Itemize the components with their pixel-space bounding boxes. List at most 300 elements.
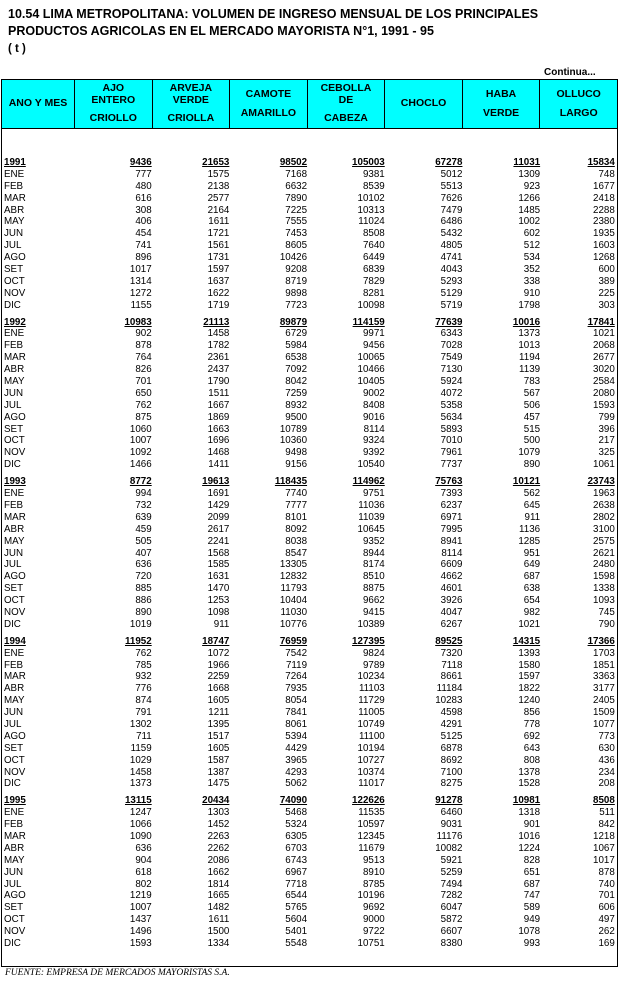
month-value-cell: 11024 [358, 216, 385, 228]
month-label: OCT [4, 595, 25, 607]
month-value-cell: 1211 [208, 707, 230, 719]
month-value-cell: 1485 [518, 204, 541, 216]
month-value-cell: 1631 [207, 571, 230, 583]
month-value-cell: 8941 [440, 535, 463, 547]
month-value-cell: 911 [213, 618, 230, 630]
month-value-cell: 9722 [362, 926, 385, 938]
month-label: AGO [4, 890, 26, 902]
year-label: 1991 [4, 157, 26, 168]
month-value-cell: 7100 [440, 766, 463, 778]
month-value-cell: 9513 [362, 854, 385, 866]
month-value-cell: 2259 [207, 671, 230, 683]
month-value-cell: 3363 [593, 671, 615, 683]
month-value-cell: 208 [598, 778, 615, 790]
month-value-cell: 2068 [593, 340, 615, 352]
month-label: ENE [4, 647, 25, 659]
month-value-cell: 234 [598, 766, 615, 778]
month-value-cell: 4741 [440, 252, 463, 264]
month-row [1, 364, 618, 376]
month-row [1, 926, 618, 938]
month-value-cell: 5765 [285, 902, 308, 914]
month-value-cell: 5921 [440, 854, 463, 866]
month-value-cell: 639 [135, 511, 152, 523]
month-value-cell: 1696 [207, 435, 230, 447]
month-label: MAY [4, 695, 25, 707]
month-label: OCT [4, 914, 25, 926]
month-value-cell: 3965 [285, 754, 308, 766]
month-value-cell: 842 [598, 819, 615, 831]
month-value-cell: 720 [135, 571, 152, 583]
month-row [1, 193, 618, 205]
month-value-cell: 12832 [279, 571, 308, 583]
month-value-cell: 352 [523, 264, 541, 276]
month-label: FEB [4, 819, 24, 831]
month-value-cell: 7092 [285, 364, 308, 376]
month-label: OCT [4, 754, 25, 766]
month-value-cell: 11100 [358, 730, 385, 742]
year-total-cell: 17841 [587, 316, 615, 328]
month-value-cell: 878 [135, 340, 152, 352]
month-value-cell: 1575 [207, 168, 230, 180]
month-row [1, 843, 618, 855]
month-row [1, 252, 618, 264]
month-value-cell: 9324 [362, 435, 385, 447]
month-row [1, 559, 618, 571]
month-label: MAR [4, 671, 26, 683]
month-value-cell: 791 [135, 707, 152, 719]
month-value-cell: 459 [135, 523, 152, 535]
month-value-cell: 1475 [207, 778, 230, 790]
month-value-cell: 497 [598, 914, 615, 926]
month-value-cell: 10374 [357, 766, 385, 778]
month-row [1, 228, 618, 240]
month-label: JUL [4, 240, 22, 252]
month-value-cell: 2584 [593, 376, 615, 388]
month-value-cell: 4047 [440, 606, 463, 618]
month-value-cell: 5468 [285, 807, 308, 819]
month-value-cell: 932 [135, 671, 152, 683]
month-value-cell: 10313 [357, 204, 385, 216]
month-value-cell: 506 [523, 399, 541, 411]
month-value-cell: 1092 [129, 447, 152, 459]
year-label: 1993 [4, 476, 26, 488]
month-label: OCT [4, 435, 25, 447]
month-value-cell: 6449 [362, 252, 385, 264]
year-total-cell: 118435 [274, 476, 308, 488]
month-row [1, 619, 618, 631]
month-value-cell: 808 [523, 754, 541, 766]
month-label: MAY [4, 535, 25, 547]
month-value-cell: 1568 [207, 547, 230, 559]
month-value-cell: 11176 [436, 830, 463, 842]
month-value-cell: 7740 [285, 488, 308, 500]
year-total-cell: 10983 [124, 316, 152, 328]
month-value-cell: 6609 [440, 559, 463, 571]
month-value-cell: 10749 [357, 718, 385, 730]
month-value-cell: 994 [135, 488, 152, 500]
month-row [1, 683, 618, 695]
month-value-cell: 1637 [207, 275, 230, 287]
month-label: SET [4, 742, 24, 754]
month-value-cell: 436 [598, 754, 615, 766]
month-value-cell: 6538 [285, 352, 308, 364]
month-value-cell: 515 [523, 423, 541, 435]
month-value-cell: 732 [135, 499, 152, 511]
month-row [1, 216, 618, 228]
header-camote-amarillo: CAMOTE AMARILLO [230, 80, 308, 129]
month-label: OCT [4, 275, 25, 287]
month-value-cell: 2621 [593, 547, 615, 559]
month-value-cell: 511 [599, 807, 615, 819]
month-value-cell: 406 [135, 216, 152, 228]
month-value-cell: 6460 [440, 807, 463, 819]
month-value-cell: 1016 [518, 830, 541, 842]
month-value-cell: 10196 [357, 890, 385, 902]
month-value-cell: 4662 [440, 571, 463, 583]
month-value-cell: 1790 [207, 376, 230, 388]
month-value-cell: 11103 [358, 683, 385, 695]
month-value-cell: 5259 [440, 866, 463, 878]
month-value-cell: 1218 [593, 830, 615, 842]
year-total-cell: 10121 [512, 476, 541, 488]
month-value-cell: 6607 [440, 926, 463, 938]
month-value-cell: 9031 [440, 819, 463, 831]
month-value-cell: 6703 [285, 842, 308, 854]
month-value-cell: 1017 [593, 854, 615, 866]
month-label: MAR [4, 192, 26, 204]
month-value-cell: 2575 [593, 535, 615, 547]
month-value-cell: 407 [135, 547, 152, 559]
month-value-cell: 7130 [440, 364, 463, 376]
month-label: JUN [4, 547, 24, 559]
month-value-cell: 9016 [362, 411, 385, 423]
month-value-cell: 8281 [362, 287, 385, 299]
month-value-cell: 1691 [207, 488, 230, 500]
month-value-cell: 5293 [440, 275, 463, 287]
table-body [1, 157, 618, 950]
month-value-cell: 1285 [518, 535, 541, 547]
month-value-cell: 1822 [518, 683, 541, 695]
month-value-cell: 5872 [440, 914, 463, 926]
month-value-cell: 1598 [593, 571, 615, 583]
year-total-cell: 114962 [352, 476, 385, 488]
month-label: ABR [4, 842, 25, 854]
month-value-cell: 764 [135, 352, 152, 364]
year-total-cell: 8508 [593, 795, 615, 807]
month-row [1, 914, 618, 926]
month-value-cell: 7119 [285, 659, 308, 671]
month-value-cell: 8508 [362, 228, 385, 240]
month-value-cell: 9156 [285, 459, 308, 471]
month-value-cell: 8061 [285, 718, 308, 730]
month-label: ENE [4, 168, 25, 180]
month-value-cell: 8101 [285, 511, 308, 523]
year-total-cell: 77639 [435, 316, 463, 328]
month-value-cell: 2263 [207, 830, 230, 842]
month-value-cell: 10776 [279, 618, 308, 630]
month-value-cell: 1007 [129, 435, 152, 447]
month-value-cell: 2138 [207, 180, 230, 192]
month-value-cell: 9000 [362, 914, 385, 926]
month-value-cell: 923 [523, 180, 541, 192]
month-label: DIC [4, 778, 21, 790]
month-value-cell: 5324 [285, 819, 308, 831]
month-value-cell: 1078 [518, 926, 541, 938]
month-value-cell: 7890 [285, 192, 308, 204]
month-row [1, 719, 618, 731]
year-total-cell: 67278 [435, 157, 463, 168]
month-label: NOV [4, 287, 26, 299]
month-value-cell: 169 [598, 938, 615, 949]
month-label: AGO [4, 411, 26, 423]
month-value-cell: 790 [598, 618, 615, 630]
month-value-cell: 6839 [362, 264, 385, 276]
month-value-cell: 1072 [207, 647, 230, 659]
month-value-cell: 1585 [207, 559, 230, 571]
month-value-cell: 1002 [518, 216, 541, 228]
month-value-cell: 9392 [362, 447, 385, 459]
month-value-cell: 7737 [440, 459, 463, 471]
month-value-cell: 7626 [440, 192, 463, 204]
month-row [1, 571, 618, 583]
month-value-cell: 711 [136, 730, 152, 742]
month-label: ABR [4, 523, 25, 535]
month-value-cell: 5012 [440, 168, 463, 180]
month-value-cell: 262 [598, 926, 615, 938]
month-value-cell: 1605 [207, 742, 230, 754]
month-value-cell: 1139 [519, 364, 541, 376]
month-row [1, 607, 618, 619]
month-value-cell: 9498 [285, 447, 308, 459]
month-row [1, 648, 618, 660]
year-total-cell: 21113 [203, 316, 230, 328]
year-total-cell: 19613 [202, 476, 230, 488]
month-value-cell: 534 [523, 252, 541, 264]
month-value-cell: 4429 [285, 742, 308, 754]
month-row [1, 767, 618, 779]
month-value-cell: 1029 [129, 754, 152, 766]
month-value-cell: 649 [523, 559, 541, 571]
month-value-cell: 10082 [435, 842, 463, 854]
month-value-cell: 1814 [207, 878, 230, 890]
month-value-cell: 616 [135, 192, 152, 204]
month-value-cell: 886 [135, 595, 152, 607]
month-row [1, 352, 618, 364]
month-row [1, 500, 618, 512]
month-value-cell: 687 [523, 878, 541, 890]
month-value-cell: 7282 [440, 890, 463, 902]
year-total-cell: 76959 [279, 635, 308, 647]
month-value-cell: 11036 [358, 499, 385, 511]
year-total-cell: 10981 [512, 795, 541, 807]
month-value-cell: 1373 [518, 328, 541, 340]
month-label: JUN [4, 228, 24, 240]
month-value-cell: 2099 [207, 511, 230, 523]
month-value-cell: 11793 [280, 583, 308, 595]
month-value-cell: 2480 [593, 559, 615, 571]
month-row [1, 778, 618, 790]
month-value-cell: 10234 [357, 671, 385, 683]
month-value-cell: 1452 [207, 819, 230, 831]
month-label: DIC [4, 299, 21, 311]
month-value-cell: 650 [135, 387, 152, 399]
month-value-cell: 7555 [285, 216, 308, 228]
month-label: ENE [4, 488, 25, 500]
month-value-cell: 7777 [285, 499, 308, 511]
month-value-cell: 6486 [440, 216, 463, 228]
year-total-cell: 11031 [513, 157, 541, 168]
month-value-cell: 1731 [207, 252, 230, 264]
month-value-cell: 3020 [593, 364, 615, 376]
month-value-cell: 5984 [285, 340, 308, 352]
month-value-cell: 1851 [593, 659, 615, 671]
header-haba-verde: HABA VERDE [462, 80, 540, 129]
month-value-cell: 5604 [285, 914, 308, 926]
month-value-cell: 7479 [440, 204, 463, 216]
month-label: AGO [4, 730, 26, 742]
month-value-cell: 10789 [279, 423, 308, 435]
month-value-cell: 8380 [440, 938, 463, 949]
month-value-cell: 783 [523, 376, 541, 388]
month-value-cell: 7723 [285, 299, 308, 311]
month-value-cell: 1373 [129, 778, 152, 790]
month-value-cell: 9500 [285, 411, 308, 423]
month-value-cell: 7264 [285, 671, 308, 683]
month-value-cell: 6343 [440, 328, 463, 340]
month-value-cell: 10360 [279, 435, 308, 447]
month-label: JUL [4, 878, 22, 890]
month-label: AGO [4, 252, 26, 264]
source-note: FUENTE: EMPRESA DE MERCADOS MAYORISTAS S.A. [5, 968, 230, 978]
month-value-cell: 890 [135, 606, 152, 618]
month-value-cell: 7542 [285, 647, 308, 659]
month-value-cell: 982 [523, 606, 541, 618]
month-value-cell: 2080 [593, 387, 615, 399]
month-value-cell: 9381 [362, 168, 385, 180]
month-value-cell: 643 [523, 742, 541, 754]
month-value-cell: 1136 [519, 523, 541, 535]
title-line-1: 10.54 LIMA METROPOLITANA: VOLUMEN DE INGRESO MENSUAL DE LOS PRINCIPALES [8, 7, 539, 21]
month-value-cell: 10540 [357, 459, 385, 471]
month-value-cell: 8910 [362, 866, 385, 878]
month-value-cell: 1703 [593, 647, 615, 659]
month-value-cell: 10098 [357, 299, 385, 311]
month-value-cell: 7259 [285, 387, 308, 399]
month-row [1, 488, 618, 500]
month-value-cell: 778 [523, 718, 541, 730]
month-value-cell: 10597 [357, 819, 385, 831]
month-label: MAY [4, 376, 25, 388]
month-value-cell: 1159 [130, 742, 152, 754]
month-value-cell: 4291 [440, 718, 463, 730]
month-value-cell: 874 [135, 695, 152, 707]
month-label: ABR [4, 683, 25, 695]
month-value-cell: 1605 [207, 695, 230, 707]
month-value-cell: 9824 [362, 647, 385, 659]
month-value-cell: 2086 [207, 854, 230, 866]
month-value-cell: 1395 [207, 718, 230, 730]
month-value-cell: 745 [598, 606, 615, 618]
month-value-cell: 10405 [357, 376, 385, 388]
month-value-cell: 225 [598, 287, 615, 299]
month-value-cell: 6305 [285, 830, 308, 842]
month-value-cell: 1019 [129, 618, 152, 630]
month-row [1, 288, 618, 300]
month-value-cell: 638 [523, 583, 541, 595]
month-value-cell: 338 [523, 275, 541, 287]
year-total-row [1, 636, 618, 648]
year-total-cell: 23743 [587, 476, 615, 488]
month-row [1, 755, 618, 767]
month-value-cell: 10389 [357, 618, 385, 630]
month-value-cell: 7718 [285, 878, 308, 890]
title-line-2: PRODUCTOS AGRICOLAS EN EL MERCADO MAYORISTA N°1, 1991 - 95 [8, 24, 434, 38]
month-label: NOV [4, 447, 26, 459]
month-value-cell: 10065 [357, 352, 385, 364]
month-value-cell: 7995 [440, 523, 463, 535]
month-value-cell: 904 [135, 854, 152, 866]
month-value-cell: 1393 [518, 647, 541, 659]
month-value-cell: 5401 [285, 926, 308, 938]
month-label: SET [4, 423, 24, 435]
month-value-cell: 9208 [285, 264, 308, 276]
month-value-cell: 1496 [129, 926, 152, 938]
month-value-cell: 1458 [207, 328, 230, 340]
month-value-cell: 9898 [285, 287, 308, 299]
year-total-cell: 13115 [124, 795, 152, 807]
month-value-cell: 1663 [207, 423, 230, 435]
month-value-cell: 1528 [518, 778, 541, 790]
month-label: DIC [4, 459, 21, 471]
year-total-cell: 89525 [435, 635, 463, 647]
month-value-cell: 878 [598, 866, 615, 878]
month-value-cell: 1266 [518, 192, 541, 204]
month-label: NOV [4, 766, 26, 778]
month-value-cell: 1611 [208, 216, 230, 228]
month-row [1, 731, 618, 743]
month-value-cell: 11005 [358, 707, 385, 719]
month-value-cell: 9352 [362, 535, 385, 547]
month-value-cell: 910 [523, 287, 541, 299]
month-value-cell: 1500 [207, 926, 230, 938]
month-value-cell: 454 [135, 228, 152, 240]
header-cebolla-de-cabeza: CEBOLLA DE CABEZA [307, 80, 385, 129]
month-value-cell: 1437 [129, 914, 152, 926]
month-value-cell: 6632 [285, 180, 308, 192]
month-value-cell: 776 [135, 683, 152, 695]
month-value-cell: 5125 [440, 730, 463, 742]
month-value-cell: 1593 [129, 938, 152, 949]
month-value-cell: 1470 [207, 583, 230, 595]
month-value-cell: 799 [598, 411, 615, 423]
month-value-cell: 2418 [593, 192, 615, 204]
month-row [1, 205, 618, 217]
month-row [1, 447, 618, 459]
month-value-cell: 1677 [593, 180, 615, 192]
month-value-cell: 6267 [440, 618, 463, 630]
month-value-cell: 1587 [207, 754, 230, 766]
month-value-cell: 1090 [129, 830, 152, 842]
month-value-cell: 2262 [207, 842, 230, 854]
month-value-cell: 7494 [440, 878, 463, 890]
month-row [1, 536, 618, 548]
month-value-cell: 10751 [357, 938, 385, 949]
month-value-cell: 7168 [285, 168, 308, 180]
month-row [1, 424, 618, 436]
month-value-cell: 1935 [593, 228, 615, 240]
month-value-cell: 826 [135, 364, 152, 376]
month-value-cell: 1098 [207, 606, 230, 618]
